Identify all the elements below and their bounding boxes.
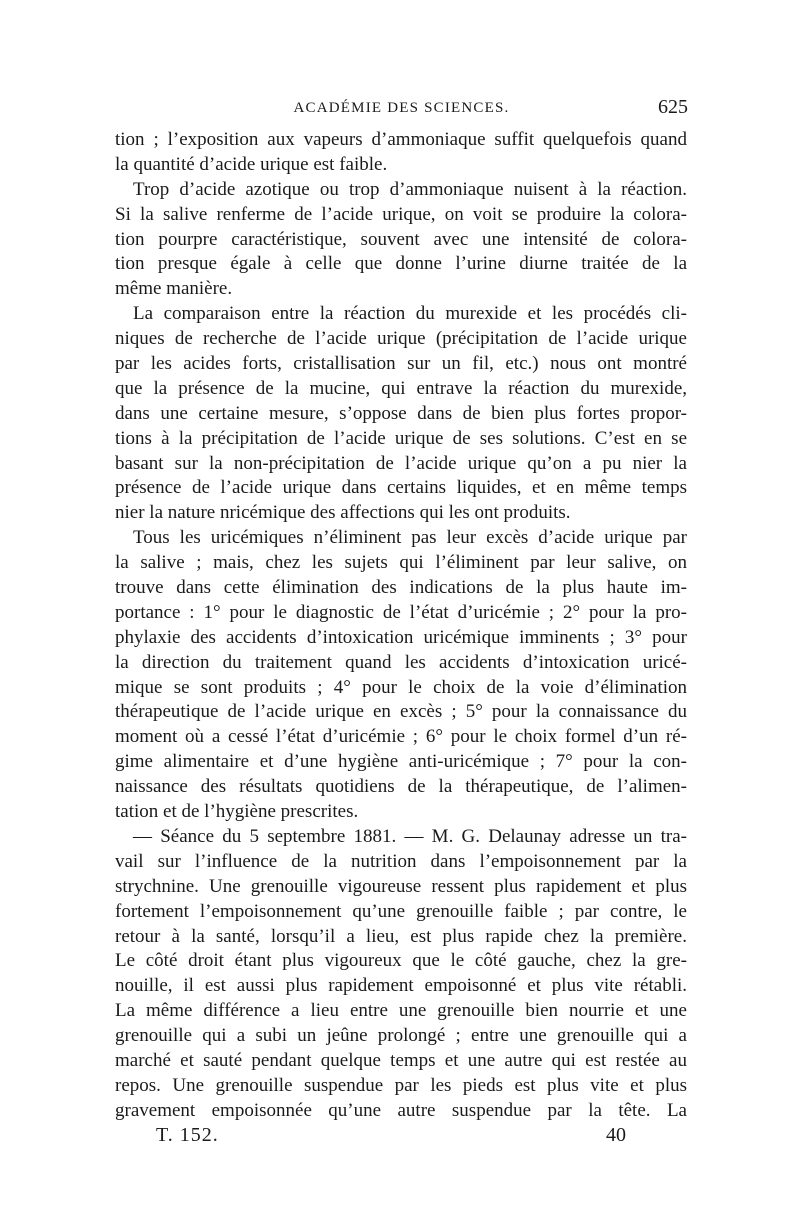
page-footer xyxy=(156,1124,626,1154)
text-line: nier la nature nricémique des affections qui les ont produits. xyxy=(115,502,571,524)
text-line: tion pourpre caractéristique, souvent avec une intensité de colora- xyxy=(115,228,687,250)
text-line: tation et de l’hygiène prescrites. xyxy=(115,801,359,823)
text-line: gime alimentaire et d’une hygiène anti-uricémique ; 7° pour la con- xyxy=(115,751,687,773)
text-line: tion ; l’exposition aux vapeurs d’ammoniaque suffit quelquefois quand xyxy=(115,129,687,150)
text-line: portance : 1° pour le diagnostic de l’état d’uricémie ; 2° pour la pro- xyxy=(115,601,687,623)
text-line: la direction du traitement quand les accidents d’intoxication uricé- xyxy=(115,651,687,673)
text-line: Si la salive renferme de l’acide urique, on voit se produire la colora- xyxy=(115,203,687,225)
text-line: par les acides forts, cristallisation sur un fil, etc.) nous ont montré xyxy=(115,353,687,375)
text-line: niques de recherche de l’acide urique (précipitation de l’acide urique xyxy=(115,328,687,350)
running-title: ACADÉMIE DES SCIENCES. xyxy=(293,100,510,116)
text-line: trouve dans cette élimination des indications de la plus haute im- xyxy=(115,577,687,599)
text-line: grenouille qui a subi un jeûne prolongé ; entre une grenouille qui a xyxy=(115,1025,687,1047)
text-line: — Séance du 5 septembre 1881. — M. G. Delaunay adresse un tra- xyxy=(133,825,687,847)
text-line: moment où a cessé l’état d’uricémie ; 6° pour le choix formel d’un ré- xyxy=(115,726,687,748)
text-line: Trop d’acide azotique ou trop d’ammoniaque nuisent à la réaction. xyxy=(133,178,687,200)
page-number: 625 xyxy=(658,96,688,118)
text-line: tions à la précipitation de l’acide urique de ses solutions. C’est en se xyxy=(115,427,687,449)
volume-signature: T. 152. xyxy=(156,1124,219,1146)
text-line: La comparaison entre la réaction du murexide et les procédés cli- xyxy=(133,303,687,325)
text-line: strychnine. Une grenouille vigoureuse ressent plus rapidement et plus xyxy=(115,875,687,897)
text-line: repos. Une grenouille suspendue par les pieds est plus vite et plus xyxy=(115,1074,687,1096)
text-line: marché et sauté pendant quelque temps et une autre qui est restée au xyxy=(115,1049,687,1071)
text-line: mique se sont produits ; 4° pour le choix de la voie d’élimination xyxy=(115,676,687,698)
running-head xyxy=(115,96,688,124)
text-line: Le côté droit étant plus vigoureux que le côté gauche, chez la gre- xyxy=(115,950,687,972)
text-line: dans une certaine mesure, s’oppose dans de bien plus fortes propor- xyxy=(115,402,687,424)
text-line: que la présence de la mucine, qui entrave la réaction du murexide, xyxy=(115,377,687,399)
text-line: Tous les uricémiques n’éliminent pas leur excès d’acide urique par xyxy=(133,527,687,549)
text-line: la salive ; mais, chez les sujets qui l’éliminent par leur salive, on xyxy=(115,552,687,574)
text-line: retour à la santé, lorsqu’il a lieu, est plus rapide chez la première. xyxy=(115,925,687,947)
sheet-number: 40 xyxy=(606,1124,626,1146)
text-line: présence de l’acide urique dans certains liquides, et en même temps xyxy=(115,477,687,499)
text-line: basant sur la non-précipitation de l’acide urique qu’on a pu nier la xyxy=(115,452,687,474)
text-line: naissance des résultats quotidiens de la thérapeutique, de l’alimen- xyxy=(115,776,687,798)
text-line: La même différence a lieu entre une grenouille bien nourrie et une xyxy=(115,1000,687,1022)
body-text xyxy=(115,128,687,1124)
text-line: même manière. xyxy=(115,278,233,300)
text-line: phylaxie des accidents d’intoxication uricémique imminents ; 3° pour xyxy=(115,626,687,648)
text-line: gravement empoisonnée qu’une autre suspendue par la tête. La xyxy=(115,1099,687,1121)
text-line: tion presque égale à celle que donne l’urine diurne traitée de la xyxy=(115,253,687,275)
text-line: vail sur l’influence de la nutrition dans l’empoisonnement par la xyxy=(115,850,687,872)
text-line: nouille, il est aussi plus rapidement empoisonné et plus vite rétabli. xyxy=(115,975,687,997)
text-line: la quantité d’acide urique est faible. xyxy=(115,153,388,175)
text-line: fortement l’empoisonnement qu’une grenouille faible ; par contre, le xyxy=(115,900,687,922)
text-line: thérapeutique de l’acide urique en excès ; 5° pour la connaissance du xyxy=(115,701,687,723)
